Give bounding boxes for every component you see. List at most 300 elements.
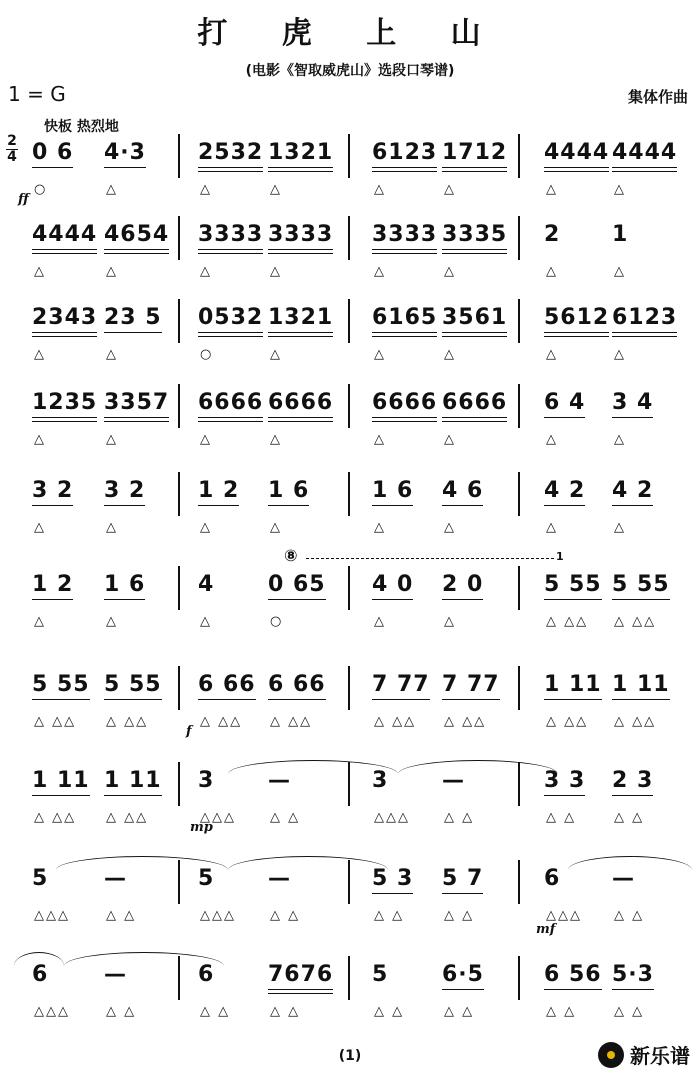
beam-line (544, 336, 609, 337)
note-group: 3 2 (104, 478, 145, 506)
barline (348, 216, 350, 260)
site-logo-text: 新乐谱 (630, 1044, 690, 1068)
note-group: 3 (198, 768, 215, 793)
note-group: — (612, 866, 635, 891)
accompaniment-mark: △ (444, 432, 456, 447)
accompaniment-mark: △ (270, 347, 282, 362)
beam-line (544, 699, 602, 700)
accompaniment-mark: △ △ (614, 1004, 645, 1019)
accompaniment-mark: △△△ (34, 908, 70, 923)
beam-line (544, 332, 609, 333)
barline (178, 299, 180, 343)
accompaniment-mark: △ (444, 520, 456, 535)
beam-line (442, 253, 507, 254)
beam-line (372, 171, 437, 172)
note-group: 4 6 (442, 478, 483, 506)
accompaniment-mark: △ (444, 347, 456, 362)
accompaniment-mark: △ (546, 182, 558, 197)
beam-line (442, 893, 483, 894)
accompaniment-mark: △ △△ (34, 714, 77, 729)
accompaniment-mark: △ △△ (614, 614, 657, 629)
note-group: 6 56 (544, 962, 602, 990)
note-group: 6165 (372, 305, 437, 337)
accompaniment-mark: △ (614, 182, 626, 197)
beam-line (32, 421, 97, 422)
beam-line (32, 253, 97, 254)
key-signature: 1 = G (8, 82, 66, 106)
accompaniment-mark: △ (200, 520, 212, 535)
note-group: 6 66 (198, 672, 256, 700)
note-group: 4654 (104, 222, 169, 254)
accompaniment-mark: △ △ (374, 908, 405, 923)
note-group: 6666 (442, 390, 507, 422)
note-group: — (104, 866, 127, 891)
accompaniment-mark: △ △△ (546, 614, 589, 629)
note-group: 6666 (268, 390, 333, 422)
accompaniment-mark: △ △ (614, 908, 645, 923)
barline (518, 762, 520, 806)
accompaniment-mark: △ △△ (614, 714, 657, 729)
accompaniment-mark: △ (270, 182, 282, 197)
accompaniment-mark: △ △ (444, 908, 475, 923)
accompaniment-mark: △ (374, 347, 386, 362)
barline (348, 134, 350, 178)
beam-line (372, 253, 437, 254)
accompaniment-mark: △ △ (444, 810, 475, 825)
beam-line (442, 171, 507, 172)
beam-line (544, 795, 585, 796)
accompaniment-mark: △ (614, 520, 626, 535)
accompaniment-mark: △ △ (106, 1004, 137, 1019)
accompaniment-mark: △ △ (270, 908, 301, 923)
accompaniment-mark: △ (106, 347, 118, 362)
beam-line (372, 167, 437, 168)
note-group: 5 55 (104, 672, 162, 700)
accompaniment-mark: △ (106, 432, 118, 447)
accompaniment-mark: △ △ (270, 810, 301, 825)
accompaniment-mark: △ (200, 614, 212, 629)
beam-line (544, 171, 609, 172)
note-group: 2532 (198, 140, 263, 172)
beam-line (268, 171, 333, 172)
accompaniment-mark: △ (374, 182, 386, 197)
beam-line (268, 699, 326, 700)
note-group: 4444 (544, 140, 609, 172)
note-group: 1 2 (32, 572, 73, 600)
barline (518, 956, 520, 1000)
accompaniment-mark: △ (546, 432, 558, 447)
note-group: 1321 (268, 140, 333, 172)
accompaniment-mark: △ (614, 432, 626, 447)
note-group: 4 (198, 572, 215, 597)
note-group: 6123 (612, 305, 677, 337)
accompaniment-mark: △ △△ (34, 810, 77, 825)
note-group: 3333 (268, 222, 333, 254)
accompaniment-mark: △ (200, 182, 212, 197)
time-signature (6, 134, 18, 165)
accompaniment-mark: △ (614, 264, 626, 279)
barline (178, 956, 180, 1000)
beam-line (612, 417, 653, 418)
beam-line (32, 505, 73, 506)
note-group: 5 55 (32, 672, 90, 700)
octave-mark: ⑧ (284, 546, 298, 565)
accompaniment-mark: △ (444, 264, 456, 279)
beam-line (612, 332, 677, 333)
note-group: 6 4 (544, 390, 585, 418)
beam-line (198, 699, 256, 700)
accompaniment-mark: △ △△ (270, 714, 313, 729)
barline (178, 860, 180, 904)
beam-line (544, 505, 585, 506)
accompaniment-mark: △ △ (546, 1004, 577, 1019)
tie-arc (398, 760, 558, 775)
note-group: 3 2 (32, 478, 73, 506)
note-group: 1 (612, 222, 629, 247)
note-group: 6·5 (442, 962, 484, 990)
barline (348, 472, 350, 516)
barline (178, 134, 180, 178)
beam-line (104, 332, 162, 333)
beam-line (544, 417, 585, 418)
beam-line (372, 421, 437, 422)
note-group: 0532 (198, 305, 263, 337)
note-group: — (268, 866, 291, 891)
beam-line (442, 989, 484, 990)
dynamic-mp: mp (190, 820, 213, 835)
barline (518, 472, 520, 516)
note-group: 1 11 (104, 768, 162, 796)
accompaniment-mark: △ △ (200, 1004, 231, 1019)
note-group: 4 2 (544, 478, 585, 506)
beam-line (104, 253, 169, 254)
beam-line (372, 699, 430, 700)
beam-line (198, 171, 263, 172)
accompaniment-mark: △ △ (106, 908, 137, 923)
note-group: 1235 (32, 390, 97, 422)
note-group: 1 11 (32, 768, 90, 796)
note-group: 6123 (372, 140, 437, 172)
beam-line (104, 421, 169, 422)
note-group: 5·3 (612, 962, 654, 990)
beam-line (268, 253, 333, 254)
accompaniment-mark: △ △ (374, 1004, 405, 1019)
accompaniment-mark: △ (270, 432, 282, 447)
accompaniment-mark: △ △△ (374, 714, 417, 729)
note-group: 6666 (372, 390, 437, 422)
beam-line (32, 167, 73, 168)
barline (178, 566, 180, 610)
beam-line (268, 599, 326, 600)
accompaniment-mark: △ △ (546, 810, 577, 825)
accompaniment-mark: △△△ (200, 908, 236, 923)
beam-line (104, 599, 145, 600)
record-disc-icon (598, 1042, 624, 1068)
note-group: — (442, 768, 465, 793)
beam-line (442, 599, 483, 600)
beam-line (544, 599, 602, 600)
beam-line (268, 417, 333, 418)
beam-line (32, 336, 97, 337)
beam-line (268, 332, 333, 333)
accompaniment-mark: △ (34, 520, 46, 535)
beam-line (442, 505, 483, 506)
beam-line (612, 699, 670, 700)
note-group: 1 11 (544, 672, 602, 700)
barline (178, 762, 180, 806)
octave-end-mark: 1 (556, 550, 564, 563)
beam-line (198, 249, 263, 250)
beam-line (268, 989, 333, 990)
note-group: 2343 (32, 305, 97, 337)
barline (348, 762, 350, 806)
note-group: 5 3 (372, 866, 413, 894)
dynamic-mf: mf (536, 922, 556, 937)
beam-line (442, 336, 507, 337)
note-group: 4444 (612, 140, 677, 172)
barline (178, 666, 180, 710)
barline (178, 216, 180, 260)
note-group: 6 (32, 962, 49, 987)
beam-line (104, 249, 169, 250)
beam-line (104, 167, 146, 168)
beam-line (198, 421, 263, 422)
beam-line (32, 332, 97, 333)
beam-line (268, 167, 333, 168)
tempo-marking: 快板 热烈地 (44, 119, 119, 135)
accompaniment-mark: ○ (34, 182, 48, 197)
beam-line (198, 505, 239, 506)
barline (178, 384, 180, 428)
accompaniment-mark: △ (106, 520, 118, 535)
accompaniment-mark: △ (374, 264, 386, 279)
accompaniment-mark: △ (614, 347, 626, 362)
note-group: 1712 (442, 140, 507, 172)
beam-line (268, 421, 333, 422)
note-group: 3 (372, 768, 389, 793)
time-signature-bottom: 4 (7, 149, 17, 165)
barline (348, 384, 350, 428)
note-group: 5 55 (544, 572, 602, 600)
beam-line (612, 795, 653, 796)
accompaniment-mark: △ (444, 614, 456, 629)
site-logo (598, 1040, 690, 1069)
beam-line (612, 167, 677, 168)
note-group: 6 (544, 866, 561, 891)
note-group: 0 65 (268, 572, 326, 600)
beam-line (104, 505, 145, 506)
beam-line (268, 249, 333, 250)
accompaniment-mark: △ (546, 264, 558, 279)
note-group: 7 77 (372, 672, 430, 700)
note-group: 5 55 (612, 572, 670, 600)
accompaniment-mark: △ (106, 264, 118, 279)
accompaniment-mark: △ (34, 614, 46, 629)
beam-line (612, 989, 654, 990)
note-group: 1321 (268, 305, 333, 337)
note-group: 23 5 (104, 305, 162, 333)
beam-line (544, 167, 609, 168)
barline (518, 384, 520, 428)
beam-line (104, 699, 162, 700)
note-group: 3357 (104, 390, 169, 422)
accompaniment-mark: △ (374, 614, 386, 629)
beam-line (372, 336, 437, 337)
barline (518, 860, 520, 904)
accompaniment-mark: △△△ (546, 908, 582, 923)
page-number: (1) (338, 1048, 362, 1064)
beam-line (612, 599, 670, 600)
page-subtitle: (电影《智取威虎山》选段口琴谱) (245, 63, 455, 79)
barline (518, 666, 520, 710)
octave-dashed-line (306, 558, 554, 559)
beam-line (198, 253, 263, 254)
accompaniment-mark: ○ (200, 347, 214, 362)
note-group: 2 (544, 222, 561, 247)
note-group: 1 6 (268, 478, 309, 506)
accompaniment-mark: △ (200, 264, 212, 279)
barline (348, 666, 350, 710)
note-group: 3 3 (544, 768, 585, 796)
accompaniment-mark: △ △△ (546, 714, 589, 729)
beam-line (198, 336, 263, 337)
accompaniment-mark: △ (106, 614, 118, 629)
accompaniment-mark: △ (444, 182, 456, 197)
accompaniment-mark: △ (374, 432, 386, 447)
note-group: 3333 (372, 222, 437, 254)
accompaniment-mark: △ △△ (444, 714, 487, 729)
accompaniment-mark: △ (34, 264, 46, 279)
note-group: 7676 (268, 962, 333, 994)
tie-arc (228, 856, 388, 871)
beam-line (104, 795, 162, 796)
accompaniment-mark: △ (106, 182, 118, 197)
note-group: 5612 (544, 305, 609, 337)
beam-line (198, 332, 263, 333)
note-group: 0 6 (32, 140, 73, 168)
accompaniment-mark: △ △△ (106, 714, 149, 729)
barline (518, 216, 520, 260)
beam-line (372, 505, 413, 506)
note-group: 3561 (442, 305, 507, 337)
note-group: 4 0 (372, 572, 413, 600)
beam-line (612, 336, 677, 337)
note-group: 3335 (442, 222, 507, 254)
beam-line (612, 505, 653, 506)
note-group: 5 (198, 866, 215, 891)
beam-line (442, 417, 507, 418)
accompaniment-mark: △ (34, 347, 46, 362)
accompaniment-mark: △ (546, 347, 558, 362)
accompaniment-mark: △ △△ (106, 810, 149, 825)
note-group: 5 (32, 866, 49, 891)
beam-line (198, 417, 263, 418)
barline (178, 472, 180, 516)
accompaniment-mark: △ (374, 520, 386, 535)
dynamic-f: f (186, 724, 192, 739)
beam-line (372, 599, 413, 600)
beam-line (372, 332, 437, 333)
barline (518, 134, 520, 178)
beam-line (32, 417, 97, 418)
beam-line (198, 167, 263, 168)
accompaniment-mark: △ △ (444, 1004, 475, 1019)
beam-line (612, 171, 677, 172)
beam-line (442, 167, 507, 168)
beam-line (32, 249, 97, 250)
note-group: 2 0 (442, 572, 483, 600)
beam-line (442, 249, 507, 250)
beam-line (442, 332, 507, 333)
accompaniment-mark: △ △ (614, 810, 645, 825)
beam-line (442, 699, 500, 700)
barline (348, 860, 350, 904)
beam-line (32, 795, 90, 796)
note-group: 4·3 (104, 140, 146, 168)
note-group: 6666 (198, 390, 263, 422)
beam-line (268, 336, 333, 337)
beam-line (372, 249, 437, 250)
note-group: 3 4 (612, 390, 653, 418)
barline (348, 299, 350, 343)
accompaniment-mark: △△△ (200, 810, 236, 825)
barline (518, 566, 520, 610)
beam-line (268, 993, 333, 994)
accompaniment-mark: △ (200, 432, 212, 447)
accompaniment-mark: △△△ (374, 810, 410, 825)
note-group: 1 2 (198, 478, 239, 506)
beam-line (268, 505, 309, 506)
note-group: 6 66 (268, 672, 326, 700)
accompaniment-mark: △ (270, 520, 282, 535)
note-group: — (104, 962, 127, 987)
note-group: 1 6 (104, 572, 145, 600)
accompaniment-mark: ○ (270, 614, 284, 629)
note-group: — (268, 768, 291, 793)
beam-line (32, 699, 90, 700)
beam-line (104, 417, 169, 418)
note-group: 5 7 (442, 866, 483, 894)
barline (518, 299, 520, 343)
time-signature-top: 2 (7, 133, 17, 149)
note-group: 4444 (32, 222, 97, 254)
note-group: 1 6 (372, 478, 413, 506)
accompaniment-mark: △ (34, 432, 46, 447)
accompaniment-mark: △ △ (270, 1004, 301, 1019)
beam-line (372, 417, 437, 418)
note-group: 2 3 (612, 768, 653, 796)
beam-line (442, 421, 507, 422)
beam-line (372, 893, 413, 894)
note-group: 3333 (198, 222, 263, 254)
accompaniment-mark: △ △△ (200, 714, 243, 729)
barline (348, 956, 350, 1000)
beam-line (544, 989, 602, 990)
beam-line (32, 599, 73, 600)
composer-credit: 集体作曲 (627, 88, 688, 106)
note-group: 5 (372, 962, 389, 987)
note-group: 4 2 (612, 478, 653, 506)
note-group: 1 11 (612, 672, 670, 700)
accompaniment-mark: △ (546, 520, 558, 535)
accompaniment-mark: △ (270, 264, 282, 279)
note-group: 6 (198, 962, 215, 987)
barline (348, 566, 350, 610)
accompaniment-mark: △△△ (34, 1004, 70, 1019)
dynamic-ff: ff (18, 192, 29, 207)
note-group: 7 77 (442, 672, 500, 700)
page-title: 打 虎 上 山 (197, 16, 503, 51)
